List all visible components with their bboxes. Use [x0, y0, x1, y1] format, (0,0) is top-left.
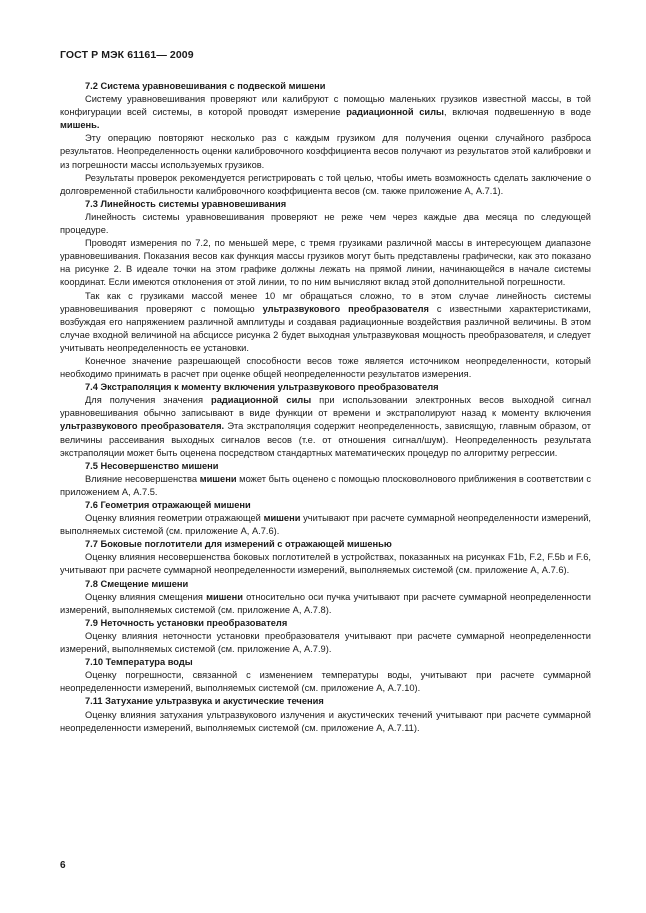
paragraph	[60, 93, 591, 132]
paragraph-text: Оценку влияния неточности установки преобразователя учитывают при расчете суммарной неопределенности измерений, выполняемых системой (см. приложение А, А.7.9).	[60, 630, 591, 655]
paragraph	[60, 709, 591, 735]
paragraph-text: Оценку влияния затухания ультразвукового излучения и акустических течений учитывают при расчете суммарной неопределенности измерений, выполняемых системой (см. приложение А, А.7.11).	[60, 709, 591, 733]
paragraph-text: Для получения значения	[85, 395, 212, 406]
paragraph-text: Оценку погрешности, связанной с изменением температуры воды, учитывают при расчете суммарной неопределенности измерений, выполняемых системой (см. приложение А, А.7.10).	[60, 670, 591, 694]
paragraph-text: Влияние несовершенства	[85, 473, 200, 484]
document-body	[60, 80, 591, 735]
paragraph-text: Оценку влияния смещения	[85, 591, 207, 602]
paragraph	[60, 172, 591, 198]
paragraph-text: Проводят измерения по 7.2, по меньшей мере, с тремя грузиками различной массы в интересующем диапазоне уравновешивания. Показания весов как функция массы грузиков могут быть представлены графически, как это показано на рисунке 2. В идеале точки на этом графике должны лежать на прямой линии, начинающейся в начале системы координат. Если имеются отклонения от этой линии, то по ним вычисляют вклад этой дополнительной погрешности.	[60, 238, 591, 288]
paragraph	[60, 630, 591, 656]
section-heading: 7.11 Затухание ультразвука и акустические течения	[85, 696, 324, 707]
paragraph-text: Конечное значение разрешающей способности весов тоже является источником неопределенности, который необходимо принимать в расчет при оценке общей неопределенности результатов измерения.	[60, 355, 591, 380]
paragraph	[60, 551, 591, 577]
section-heading: 7.8 Смещение мишени	[85, 578, 189, 589]
paragraph-text: Оценку влияния геометрии отражающей	[85, 513, 264, 524]
bold-term: мишени	[263, 513, 301, 524]
paragraph-text: Эта экстраполяция содержит неопределенность, зависящую, главным образом, от величины рассеивания выходных сигналов весов (т.е. от отношения сигнал/шум). Неопределенность результата экстраполяции может быть оценена посредством стандартных математических процедур по алгоритму регрессии.	[60, 421, 591, 458]
paragraph	[60, 211, 591, 237]
paragraph	[60, 394, 591, 459]
paragraph	[60, 237, 591, 289]
paragraph-text: Результаты проверок рекомендуется регистрировать с той целью, чтобы иметь возможность сделать заключение о долговременной стабильности калибровочного коэффициента весов (см. также приложение А, А.7.1).	[60, 172, 591, 196]
paragraph-text: Систему уравновешивания проверяют или калибруют с помощью маленьких грузиков известной массы, в той конфигурации всей системы, в которой проводят измерение	[60, 94, 591, 118]
bold-term: ультразвукового преобразователя	[262, 303, 429, 314]
paragraph-text: при использовании электронных весов выходной сигнал уравновешивания обычно записывают в виде функции от времени и экстраполируют назад к моменту включения	[60, 395, 592, 419]
paragraph-text: учитывают при расчете суммарной неопределенности измерений, выполняемых системой (см. приложение А, А.7.6).	[60, 513, 591, 537]
bold-term: мишени	[206, 591, 243, 602]
paragraph-text: с известными характеристиками, возбуждая его напряжением различной амплитуды и создавая радиационные воздействия различной величины. В этом случае входной величиной на абсциссе рисунка 2 будет выходная ультразвуковая мощность преобразователя, и следует учитывать неопределенность ее установки.	[60, 303, 592, 353]
bold-term: мишень.	[60, 120, 100, 131]
standard-header: ГОСТ Р МЭК 61161— 2009	[60, 49, 194, 61]
paragraph-text: относительно оси пучка учитывают при расчете суммарной неопределенности измерений, выполняемых системой (см. приложение А, А.7.8).	[60, 591, 592, 615]
paragraph-text: может быть оценено с помощью плосковолнового приближения в соответствии с приложением А, А.7.5.	[60, 473, 591, 497]
page-number: 6	[60, 860, 66, 871]
bold-term: радиационной силы	[346, 107, 444, 118]
section-heading: 7.3 Линейность системы уравновешивания	[85, 198, 287, 209]
paragraph	[60, 132, 591, 171]
section-heading: 7.9 Неточность установки преобразователя	[85, 617, 288, 628]
paragraph-text: Линейность системы уравновешивания проверяют не реже чем через каждые два месяца по следующей процедуре.	[60, 211, 591, 236]
paragraph	[60, 473, 591, 499]
section-heading: 7.5 Несовершенство мишени	[85, 460, 219, 471]
paragraph	[60, 512, 591, 538]
section-heading: 7.4 Экстраполяция к моменту включения ультразвукового преобразователя	[85, 382, 439, 393]
section-heading: 7.10 Температура воды	[85, 657, 193, 668]
bold-term: ультразвукового преобразователя.	[60, 421, 225, 432]
section-heading: 7.7 Боковые поглотители для измерений с отражающей мишенью	[85, 539, 392, 550]
paragraph	[60, 355, 591, 381]
paragraph	[60, 591, 591, 617]
paragraph-text: , включая подвешенную в воде	[444, 107, 592, 118]
paragraph	[60, 290, 591, 355]
section-heading: 7.2 Система уравновешивания с подвеской мишени	[85, 81, 326, 91]
section-heading: 7.6 Геометрия отражающей мишени	[85, 500, 251, 510]
bold-term: мишени	[199, 473, 237, 484]
bold-term: радиационной силы	[211, 395, 312, 406]
paragraph-text: Так как с грузиками массой менее 10 мг обращаться сложно, то в этом случае линейность системы уравновешивания проверяют с помощью	[60, 290, 591, 314]
paragraph-text: Оценку влияния несовершенства боковых поглотителей в устройствах, показанных на рисунках F1b, F.2, F.5b и F.6, учитывают при расчете суммарной неопределенности измерений, выполняемых системой (см. приложение А, А.7.6).	[60, 552, 591, 576]
paragraph-text: Эту операцию повторяют несколько раз с каждым грузиком для получения оценки случайного разброса результатов. Неопределенность оценки калибровочного коэффициента весов получают из результатов этой калибровки и из погрешности массы используемых грузиков.	[60, 133, 591, 170]
paragraph	[60, 669, 591, 695]
